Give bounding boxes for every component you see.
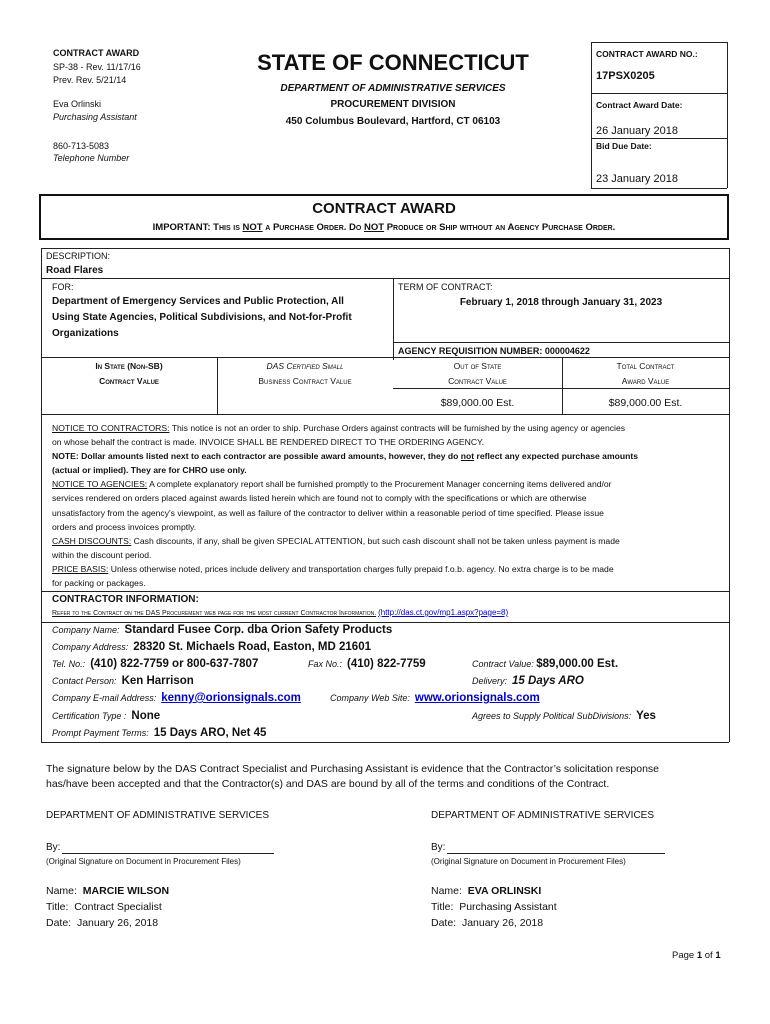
left-sig-department: DEPARTMENT OF ADMINISTRATIVE SERVICES	[46, 810, 270, 821]
left-sig-title: Title: Contract Specialist	[46, 901, 162, 913]
col-total-award-header: Total Contract Award Value	[616, 361, 675, 386]
bid-due-label: Bid Due Date:	[596, 141, 652, 151]
delivery-row: Delivery: 15 Days ARO	[472, 675, 584, 687]
contact-name: Eva Orlinski	[53, 99, 102, 109]
phone-label: Telephone Number	[53, 153, 130, 163]
left-sig-name: Name: MARCIE WILSON	[46, 885, 170, 897]
left-sig-original: (Original Signature on Document in Procurement Files)	[46, 857, 241, 866]
website-row: Company Web Site: www.orionsignals.com	[330, 692, 540, 704]
left-sig-by: By:	[46, 842, 61, 853]
contractor-heading: CONTRACTOR INFORMATION:	[52, 594, 199, 605]
division-name: PROCUREMENT DIVISION	[330, 99, 456, 110]
form-prev-revision: Prev. Rev. 5/21/14	[53, 75, 127, 85]
department-name: DEPARTMENT OF ADMINISTRATIVE SERVICES	[280, 83, 506, 94]
award-number-label: CONTRACT AWARD NO.:	[596, 49, 698, 59]
website-link[interactable]: www.orionsignals.com	[414, 692, 540, 704]
total-award-value: $89,000.00 Est.	[608, 397, 683, 409]
state-title: STATE OF CONNECTICUT	[257, 50, 529, 75]
department-address: 450 Columbus Boulevard, Hartford, CT 06103	[285, 116, 501, 127]
description-label: DESCRIPTION:	[46, 251, 111, 261]
out-of-state-value: $89,000.00 Est.	[440, 397, 515, 409]
email-row: Company E-mail Address: kenny@orionsignals.com	[52, 692, 301, 704]
right-sig-department: DEPARTMENT OF ADMINISTRATIVE SERVICES	[431, 810, 655, 821]
form-revision: SP-38 - Rev. 11/17/16	[53, 62, 141, 72]
right-sig-by: By:	[431, 842, 446, 853]
description-value: Road Flares	[46, 265, 104, 276]
term-value: February 1, 2018 through January 31, 2023	[459, 297, 663, 308]
award-date: 26 January 2018	[596, 125, 678, 137]
right-sig-name: Name: EVA ORLINSKI	[431, 885, 542, 897]
company-address-row: Company Address: 28320 St. Michaels Road, Easton, MD 21601	[52, 641, 371, 653]
das-procurement-link[interactable]: (http://das.ct.gov/mp1.aspx?page=8)	[378, 608, 509, 617]
for-line-2: Using State Agencies, Political Subdivisions, and Not-for-Profit	[52, 312, 352, 323]
for-label: FOR:	[52, 282, 74, 292]
col-out-of-state-header: Out of State Contract Value	[448, 361, 507, 386]
signature-statement: The signature below by the DAS Contract Specialist and Purchasing Assistant is evidence that the Contractor’s solicitation response has/have been accepted and that the Contractor(s) and DAS are bound by all of the terms and conditions of the Contract.	[46, 763, 660, 790]
form-title: CONTRACT AWARD	[53, 48, 140, 58]
bid-due-date: 23 January 2018	[596, 173, 678, 185]
phone-number: 860-713-5083	[53, 141, 110, 151]
col-in-state-header: In State (Non-SB) Contract Value	[95, 361, 163, 386]
requisition-number: AGENCY REQUISITION NUMBER: 000004622	[398, 346, 590, 356]
email-link[interactable]: kenny@orionsignals.com	[161, 692, 301, 704]
telephone-row: Tel. No.: (410) 822-7759 or 800-637-7807	[52, 658, 259, 670]
award-number: 17PSX0205	[596, 70, 655, 82]
contact-person-row: Contact Person: Ken Harrison	[52, 675, 194, 687]
company-name-row: Company Name: Standard Fusee Corp. dba Orion Safety Products	[52, 624, 393, 636]
right-sig-original: (Original Signature on Document in Procurement Files)	[431, 857, 626, 866]
for-line-1: Department of Emergency Services and Public Protection, All	[52, 296, 344, 307]
contract-value-row: Contract Value: $89,000.00 Est.	[472, 658, 619, 670]
certification-row: Certification Type : None	[52, 710, 161, 722]
contractor-refer: Refer to the Contract on the DAS Procurement web page for the most current Contractor Information. (http://das.ct.gov/mp1.aspx?page=8)	[52, 608, 509, 617]
political-subdivisions-row: Agrees to Supply Political SubDivisions: Yes	[472, 710, 656, 722]
fax-row: Fax No.: (410) 822-7759	[308, 658, 426, 670]
notices-section: NOTICE TO CONTRACTORS: This notice is not an order to ship. Purchase Orders against contracts will be furnished by the using agency or agencies on whose behalf the contract is made. INVOICE SHALL BE RENDERED DIRECT TO THE ORDERING AGENCY. NOTE: Dollar amounts listed next to each contractor are possible award amounts, however, they do not reflect any expected purchase amounts (actual or implied). They are for CHRO use only. NOTICE TO AGENCIES: A complete explanatory report shall be furnished promptly to the Procurement Manager concerning items delivered and/or services rendered on orders placed against awards listed herein which are found not to comply with the specifications or which are otherwise unsatisfactory from the agency's viewpoint, as well as failure of the contractor to deliver within a reasonable period of time specified. Please issue orders and process invoices promptly. CASH DISCOUNTS: Cash discounts, if any, shall be given SPECIAL ATTENTION, but such cash discount shall not be taken unless payment is made within the discount period. PRICE BASIS: Unless otherwise noted, prices include delivery and transportation charges fully prepaid f.o.b. agency. No extra charge is to be made for packing or packages.	[52, 423, 638, 589]
award-date-label: Contract Award Date:	[596, 100, 683, 110]
banner-title: CONTRACT AWARD	[312, 200, 456, 217]
payment-terms-row: Prompt Payment Terms: 15 Days ARO, Net 45	[52, 727, 267, 739]
banner-important: IMPORTANT: This is NOT a Purchase Order. Do NOT Produce or Ship without an Agency Purchase Order.	[152, 222, 616, 233]
page-number: Page 1 of 1	[672, 950, 721, 961]
left-sig-date: Date: January 26, 2018	[46, 917, 159, 929]
right-sig-date: Date: January 26, 2018	[431, 917, 544, 929]
for-line-3: Organizations	[52, 328, 119, 339]
col-small-business-header: DAS Certified Small Business Contract Value	[258, 361, 352, 386]
contact-title: Purchasing Assistant	[53, 112, 137, 122]
right-sig-title: Title: Purchasing Assistant	[431, 901, 557, 913]
term-label: TERM OF CONTRACT:	[398, 282, 493, 292]
